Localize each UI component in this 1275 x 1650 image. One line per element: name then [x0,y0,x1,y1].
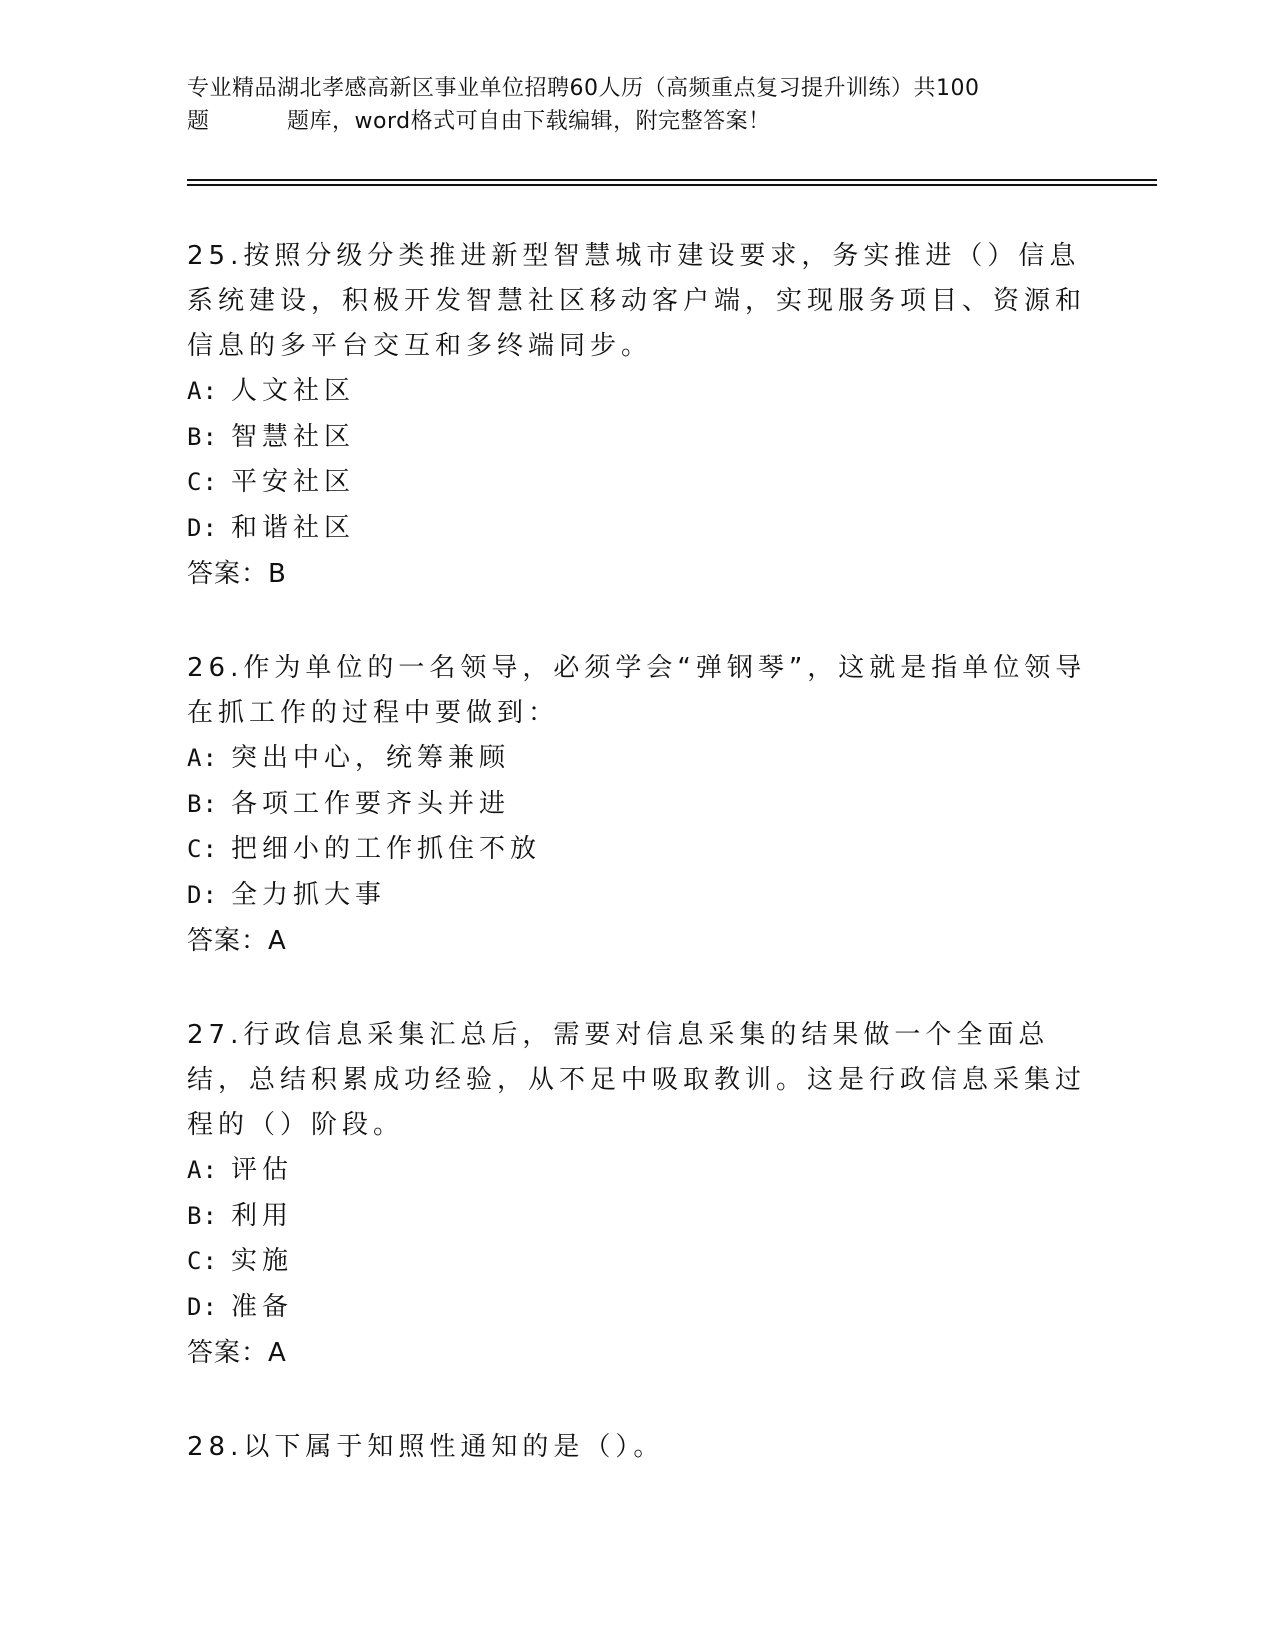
question-list [187,234,1087,1519]
option-text: 全力抓大事 [231,879,387,910]
option-b [187,1194,1087,1240]
header-title-line-2 [187,105,1087,138]
option-a [187,1148,1087,1194]
question-item [187,1425,1087,1470]
answer-text: 答案：A [187,926,287,956]
question-item [187,1013,1087,1376]
option-d [187,506,1087,552]
option-a [187,736,1087,782]
option-text: 各项工作要齐头并进 [231,788,511,819]
option-d [187,1285,1087,1331]
option-letter: B: [187,789,218,818]
header-title-line-1: 专业精品湖北孝感高新区事业单位招聘60人历（高频重点复习提升训练）共100 [187,76,980,101]
option-letter: D: [187,880,218,909]
option-letter: D: [187,1292,218,1321]
question-item [187,646,1087,964]
option-letter: C: [187,468,218,496]
option-b [187,782,1087,828]
option-text: 平安社区 [231,467,356,497]
option-text: 和谐社区 [231,512,356,543]
question-text: 25.按照分级分类推进新型智慧城市建设要求，务实推进（）信息系统建设，积极开发智慧社区移动客户端，实现服务项目、资源和信息的多平台交互和多终端同步。 [187,241,1087,361]
question-text: 26.作为单位的一名领导，必须学会“弹钢琴”，这就是指单位领导在抓工作的过程中要做到： [187,653,1087,728]
option-letter: B: [187,1201,218,1230]
header-divider-bottom [187,184,1157,186]
option-letter: C: [187,1247,218,1275]
option-text: 准备 [231,1291,294,1322]
option-text: 利用 [231,1200,294,1231]
option-c [187,1239,1087,1285]
option-c [187,460,1087,506]
document-header [187,72,1087,138]
option-letter: A: [187,1156,218,1184]
option-text: 实施 [231,1246,294,1276]
option-letter: B: [187,422,218,451]
option-letter: D: [187,513,218,542]
header-subtitle: 题库，word格式可自由下载编辑，附完整答案！ [287,109,771,134]
question-text: 28.以下属于知照性通知的是（）。 [187,1432,665,1462]
answer-text: 答案：A [187,1338,287,1368]
option-text: 人文社区 [231,376,356,406]
answer-text: 答案：B [187,559,287,589]
option-letter: A: [187,377,218,405]
option-letter: C: [187,835,218,863]
option-c [187,827,1087,873]
option-letter: A: [187,744,218,772]
question-text: 27.行政信息采集汇总后，需要对信息采集的结果做一个全面总结，总结积累成功经验，从不足中吸取教训。这是行政信息采集过程的（）阶段。 [187,1020,1087,1140]
header-divider-top [187,179,1157,181]
option-text: 评估 [231,1155,294,1185]
option-b [187,415,1087,461]
question-item [187,234,1087,597]
option-d [187,873,1087,919]
option-a [187,369,1087,415]
option-text: 智慧社区 [231,421,356,452]
header-title-fragment: 题 [187,109,210,134]
option-text: 把细小的工作抓住不放 [231,834,542,864]
option-text: 突出中心，统筹兼顾 [231,743,511,773]
